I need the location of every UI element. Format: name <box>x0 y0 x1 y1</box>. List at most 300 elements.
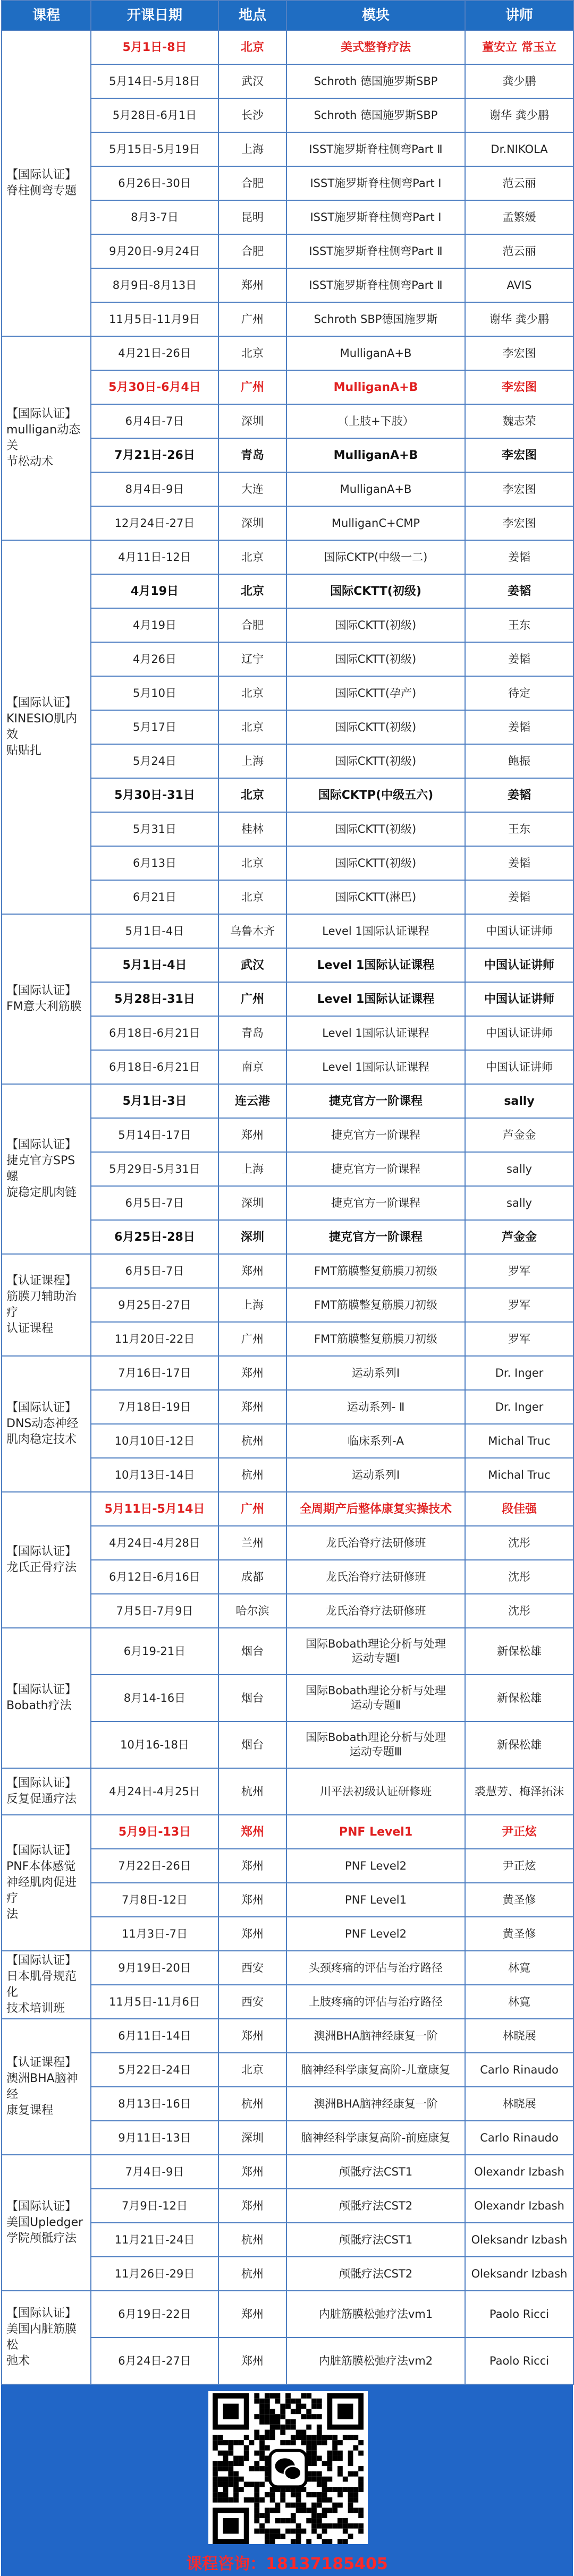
cell-location: 杭州 <box>218 1424 286 1458</box>
contact-phone: 课程咨询：18137185405 <box>186 2555 388 2573</box>
cell-module: 国际CKTP(中级一二) <box>286 540 465 574</box>
cell-module: MulliganA+B <box>286 472 465 506</box>
cell-module: 国际CKTT(初级) <box>286 744 465 778</box>
cell-location: 郑州 <box>218 2338 286 2384</box>
cell-date: 11月5日-11月6日 <box>91 1985 218 2019</box>
course-name: 【国际认证】 PNF本体感觉 神经肌肉促进疗 法 <box>2 1815 91 1951</box>
cell-module: 龙氏治脊疗法研修班 <box>286 1526 465 1560</box>
cell-module: 内脏筋膜松弛疗法vm1 <box>286 2291 465 2338</box>
cell-module: 捷克官方一阶课程 <box>286 1186 465 1220</box>
cell-teacher: 沈彤 <box>465 1560 573 1594</box>
cell-date: 9月19日-20日 <box>91 1951 218 1985</box>
cell-date: 5月30日-6月4日 <box>91 370 218 404</box>
cell-date: 5月29日-5月31日 <box>91 1152 218 1186</box>
cell-location: 深圳 <box>218 1186 286 1220</box>
cell-date: 10月13日-14日 <box>91 1458 218 1492</box>
cell-module: 颅骶疗法CST1 <box>286 2223 465 2257</box>
cell-module: 龙氏治脊疗法研修班 <box>286 1594 465 1628</box>
cell-date: 6月19日-22日 <box>91 2291 218 2338</box>
cell-teacher: 新保松雄 <box>465 1675 573 1721</box>
cell-teacher: 林寛 <box>465 1951 573 1985</box>
cell-module: Schroth SBP德国施罗斯 <box>286 302 465 336</box>
cell-date: 5月28日-6月1日 <box>91 98 218 132</box>
cell-module: 颅骶疗法CST2 <box>286 2257 465 2291</box>
cell-location: 广州 <box>218 302 286 336</box>
cell-date: 8月4日-9日 <box>91 472 218 506</box>
cell-location: 杭州 <box>218 1458 286 1492</box>
cell-location: 烟台 <box>218 1721 286 1768</box>
cell-teacher: 鲍振 <box>465 744 573 778</box>
cell-teacher: 谢华 龚少鹏 <box>465 98 573 132</box>
cell-date: 10月10日-12日 <box>91 1424 218 1458</box>
cell-module: FMT筋膜整复筋膜刀初级 <box>286 1288 465 1322</box>
table-row <box>2 1768 573 1815</box>
cell-date: 12月24日-27日 <box>91 506 218 540</box>
course-name: 【国际认证】 mulligan动态关 节松动术 <box>2 336 91 540</box>
table-row <box>2 1628 573 1675</box>
cell-teacher: 中国认证讲师 <box>465 948 573 982</box>
table-row <box>2 1084 573 1118</box>
cell-date: 8月9日-8月13日 <box>91 268 218 302</box>
cell-date: 6月19-21日 <box>91 1628 218 1675</box>
cell-teacher: 沈彤 <box>465 1526 573 1560</box>
cell-date: 5月10日 <box>91 676 218 710</box>
course-name: 【国际认证】 日本肌骨规范化 技术培训班 <box>2 1951 91 2019</box>
cell-teacher: 沈彤 <box>465 1594 573 1628</box>
cell-location: 杭州 <box>218 2223 286 2257</box>
cell-teacher: 魏志荣 <box>465 404 573 438</box>
cell-teacher: sally <box>465 1084 573 1118</box>
cell-module: （上肢+下肢） <box>286 404 465 438</box>
cell-location: 青岛 <box>218 438 286 472</box>
cell-teacher: 姜韬 <box>465 574 573 608</box>
cell-date: 6月24日-27日 <box>91 2338 218 2384</box>
cell-location: 郑州 <box>218 1917 286 1951</box>
cell-teacher: 范云丽 <box>465 234 573 268</box>
cell-module: 捷克官方一阶课程 <box>286 1220 465 1254</box>
cell-location: 烟台 <box>218 1628 286 1675</box>
course-name: 【国际认证】 DNS动态神经 肌肉稳定技术 <box>2 1356 91 1492</box>
cell-teacher: 龚少鹏 <box>465 64 573 98</box>
cell-teacher: 林晓展 <box>465 2019 573 2053</box>
cell-module: 脑神经科学康复高阶-儿童康复 <box>286 2053 465 2087</box>
cell-module: 国际CKTT(初级) <box>286 846 465 880</box>
cell-module: 澳洲BHA脑神经康复一阶 <box>286 2087 465 2121</box>
course-name: 【国际认证】 捷克官方SPS螺 旋稳定肌肉链 <box>2 1084 91 1254</box>
cell-location: 杭州 <box>218 2087 286 2121</box>
cell-location: 西安 <box>218 1985 286 2019</box>
cell-location: 郑州 <box>218 268 286 302</box>
cell-module: Level 1国际认证课程 <box>286 1050 465 1084</box>
cell-teacher: 姜韬 <box>465 540 573 574</box>
cell-module: ISST施罗斯脊柱侧弯Part Ⅱ <box>286 132 465 166</box>
cell-teacher: Michal Truc <box>465 1458 573 1492</box>
cell-module: PNF Level2 <box>286 1917 465 1951</box>
cell-date: 7月8日-12日 <box>91 1883 218 1917</box>
cell-location: 哈尔滨 <box>218 1594 286 1628</box>
cell-date: 5月17日 <box>91 710 218 744</box>
cell-date: 6月5日-7日 <box>91 1254 218 1288</box>
cell-location: 郑州 <box>218 1254 286 1288</box>
table-row <box>2 2291 573 2338</box>
header-course: 课程 <box>2 1 91 30</box>
cell-date: 4月19日 <box>91 574 218 608</box>
cell-module: 国际CKTT(淋巴) <box>286 880 465 914</box>
table-row <box>2 1356 573 1390</box>
cell-module: 全周期产后整体康复实操技术 <box>286 1492 465 1526</box>
cell-location: 郑州 <box>218 1883 286 1917</box>
footer-panel <box>1 2385 573 2576</box>
cell-date: 9月20日-9月24日 <box>91 234 218 268</box>
cell-teacher: 中国认证讲师 <box>465 1050 573 1084</box>
cell-module: 国际Bobath理论分析与处理 运动专题Ⅰ <box>286 1628 465 1675</box>
cell-location: 北京 <box>218 336 286 370</box>
cell-module: 澳洲BHA脑神经康复一阶 <box>286 2019 465 2053</box>
cell-date: 11月21日-24日 <box>91 2223 218 2257</box>
cell-location: 北京 <box>218 540 286 574</box>
cell-teacher: 林晓展 <box>465 2087 573 2121</box>
cell-date: 5月24日 <box>91 744 218 778</box>
cell-module: ISST施罗斯脊柱侧弯Part Ⅱ <box>286 234 465 268</box>
table-row <box>2 30 573 64</box>
cell-date: 10月16-18日 <box>91 1721 218 1768</box>
cell-location: 广州 <box>218 982 286 1016</box>
cell-teacher: 罗军 <box>465 1322 573 1356</box>
cell-date: 5月15日-5月19日 <box>91 132 218 166</box>
cell-date: 4月11日-12日 <box>91 540 218 574</box>
cell-module: 国际CKTP(中级五六) <box>286 778 465 812</box>
cell-teacher: Paolo Ricci <box>465 2338 573 2384</box>
cell-teacher: Paolo Ricci <box>465 2291 573 2338</box>
cell-module: 捷克官方一阶课程 <box>286 1118 465 1152</box>
cell-teacher: sally <box>465 1186 573 1220</box>
cell-date: 4月24日-4月25日 <box>91 1768 218 1815</box>
cell-location: 郑州 <box>218 1815 286 1849</box>
cell-module: 川平法初级认证研修班 <box>286 1768 465 1815</box>
cell-teacher: 中国认证讲师 <box>465 914 573 948</box>
cell-location: 长沙 <box>218 98 286 132</box>
cell-teacher: 芦金金 <box>465 1220 573 1254</box>
cell-location: 烟台 <box>218 1675 286 1721</box>
cell-module: FMT筋膜整复筋膜刀初级 <box>286 1322 465 1356</box>
cell-module: 运动系列- Ⅱ <box>286 1390 465 1424</box>
cell-location: 郑州 <box>218 2291 286 2338</box>
cell-date: 5月1日-4日 <box>91 914 218 948</box>
cell-module: Level 1国际认证课程 <box>286 1016 465 1050</box>
course-name: 【国际认证】 Bobath疗法 <box>2 1628 91 1768</box>
cell-module: 临床系列-A <box>286 1424 465 1458</box>
cell-module: PNF Level1 <box>286 1883 465 1917</box>
cell-date: 7月5日-7月9日 <box>91 1594 218 1628</box>
header-module: 模块 <box>286 1 465 30</box>
cell-teacher: Michal Truc <box>465 1424 573 1458</box>
course-name: 【国际认证】 反复促通疗法 <box>2 1768 91 1815</box>
cell-date: 6月21日 <box>91 880 218 914</box>
course-name: 【国际认证】 FM意大利筋膜 <box>2 914 91 1084</box>
cell-teacher: Oleksandr Izbash <box>465 2257 573 2291</box>
cell-module: 美式整脊疗法 <box>286 30 465 64</box>
cell-date: 5月1日-3日 <box>91 1084 218 1118</box>
cell-teacher: 姜韬 <box>465 846 573 880</box>
cell-date: 5月14日-5月18日 <box>91 64 218 98</box>
cell-teacher: Dr. Inger <box>465 1356 573 1390</box>
header-teacher: 讲师 <box>465 1 573 30</box>
table-row <box>2 1254 573 1288</box>
cell-location: 广州 <box>218 1492 286 1526</box>
cell-module: Level 1国际认证课程 <box>286 982 465 1016</box>
cell-teacher: Carlo Rinaudo <box>465 2053 573 2087</box>
cell-teacher: 新保松雄 <box>465 1721 573 1768</box>
cell-date: 6月26日-30日 <box>91 166 218 200</box>
cell-module: ISST施罗斯脊柱侧弯Part Ⅰ <box>286 200 465 234</box>
cell-module: 内脏筋膜松弛疗法vm2 <box>286 2338 465 2384</box>
cell-date: 6月4日-7日 <box>91 404 218 438</box>
cell-location: 郑州 <box>218 1356 286 1390</box>
cell-teacher: 李宏图 <box>465 438 573 472</box>
cell-module: 国际Bobath理论分析与处理 运动专题Ⅱ <box>286 1675 465 1721</box>
course-name: 【国际认证】 美国内脏筋膜松 弛术 <box>2 2291 91 2384</box>
cell-date: 6月18日-6月21日 <box>91 1016 218 1050</box>
cell-module: 国际CKTT(初级) <box>286 574 465 608</box>
cell-location: 广州 <box>218 1322 286 1356</box>
cell-module: 颅骶疗法CST1 <box>286 2155 465 2189</box>
cell-teacher: 中国认证讲师 <box>465 982 573 1016</box>
cell-date: 7月16日-17日 <box>91 1356 218 1390</box>
cell-location: 北京 <box>218 880 286 914</box>
table-row <box>2 2019 573 2053</box>
cell-module: 捷克官方一阶课程 <box>286 1084 465 1118</box>
cell-date: 9月25日-27日 <box>91 1288 218 1322</box>
table-row <box>2 1815 573 1849</box>
cell-teacher: 姜韬 <box>465 880 573 914</box>
wechat-qr-icon <box>208 2391 368 2544</box>
cell-location: 连云港 <box>218 1084 286 1118</box>
cell-teacher: 中国认证讲师 <box>465 1016 573 1050</box>
cell-location: 郑州 <box>218 2155 286 2189</box>
cell-date: 4月19日 <box>91 608 218 642</box>
cell-teacher: Oleksandr Izbash <box>465 2223 573 2257</box>
cell-module: MulliganA+B <box>286 438 465 472</box>
cell-date: 8月14-16日 <box>91 1675 218 1721</box>
cell-teacher: AVIS <box>465 268 573 302</box>
cell-date: 6月5日-7日 <box>91 1186 218 1220</box>
cell-module: PNF Level1 <box>286 1815 465 1849</box>
cell-module: 脑神经科学康复高阶-前庭康复 <box>286 2121 465 2155</box>
cell-date: 4月26日 <box>91 642 218 676</box>
cell-date: 7月22日-26日 <box>91 1849 218 1883</box>
cell-teacher: 姜韬 <box>465 710 573 744</box>
table-row <box>2 2155 573 2189</box>
cell-date: 6月13日 <box>91 846 218 880</box>
cell-location: 深圳 <box>218 404 286 438</box>
cell-teacher: 林寛 <box>465 1985 573 2019</box>
cell-teacher: 待定 <box>465 676 573 710</box>
cell-teacher: 姜韬 <box>465 778 573 812</box>
cell-module: ISST施罗斯脊柱侧弯Part Ⅰ <box>286 166 465 200</box>
table-row <box>2 336 573 370</box>
cell-date: 9月11日-13日 <box>91 2121 218 2155</box>
cell-location: 郑州 <box>218 2189 286 2223</box>
cell-date: 6月11日-14日 <box>91 2019 218 2053</box>
cell-date: 7月21日-26日 <box>91 438 218 472</box>
cell-module: 国际CKTT(孕产) <box>286 676 465 710</box>
cell-location: 兰州 <box>218 1526 286 1560</box>
cell-date: 7月18日-19日 <box>91 1390 218 1424</box>
header-location: 地点 <box>218 1 286 30</box>
table-row <box>2 1492 573 1526</box>
table-row <box>2 914 573 948</box>
cell-module: 龙氏治脊疗法研修班 <box>286 1560 465 1594</box>
cell-date: 7月9日-12日 <box>91 2189 218 2223</box>
cell-module: MulliganA+B <box>286 336 465 370</box>
table-row <box>2 1951 573 1985</box>
cell-module: 国际CKTT(初级) <box>286 710 465 744</box>
cell-date: 7月4日-9日 <box>91 2155 218 2189</box>
cell-teacher: 孟繁媛 <box>465 200 573 234</box>
cell-location: 郑州 <box>218 1118 286 1152</box>
cell-teacher: sally <box>465 1152 573 1186</box>
cell-teacher: 罗军 <box>465 1288 573 1322</box>
cell-date: 5月1日-8日 <box>91 30 218 64</box>
cell-location: 武汉 <box>218 64 286 98</box>
course-name: 【国际认证】 美国Upledger 学院颅骶疗法 <box>2 2155 91 2291</box>
cell-teacher: 新保松雄 <box>465 1628 573 1675</box>
cell-teacher: 李宏图 <box>465 370 573 404</box>
cell-location: 北京 <box>218 574 286 608</box>
cell-location: 西安 <box>218 1951 286 1985</box>
table-header <box>2 1 573 30</box>
cell-date: 6月12日-6月16日 <box>91 1560 218 1594</box>
course-name: 【国际认证】 龙氏正骨疗法 <box>2 1492 91 1628</box>
cell-location: 北京 <box>218 30 286 64</box>
cell-teacher: Olexandr Izbash <box>465 2189 573 2223</box>
cell-module: 国际CKTT(初级) <box>286 642 465 676</box>
cell-module: Schroth 德国施罗斯SBP <box>286 64 465 98</box>
cell-location: 昆明 <box>218 200 286 234</box>
cell-teacher: 李宏图 <box>465 336 573 370</box>
cell-location: 上海 <box>218 744 286 778</box>
cell-location: 北京 <box>218 846 286 880</box>
cell-location: 上海 <box>218 132 286 166</box>
cell-teacher: 董安立 常玉立 <box>465 30 573 64</box>
cell-module: ISST施罗斯脊柱侧弯Part Ⅱ <box>286 268 465 302</box>
cell-location: 合肥 <box>218 608 286 642</box>
cell-teacher: 尹正炫 <box>465 1815 573 1849</box>
cell-module: Level 1国际认证课程 <box>286 914 465 948</box>
cell-module: Schroth 德国施罗斯SBP <box>286 98 465 132</box>
cell-module: FMT筋膜整复筋膜刀初级 <box>286 1254 465 1288</box>
cell-location: 武汉 <box>218 948 286 982</box>
cell-teacher: 段佳强 <box>465 1492 573 1526</box>
course-name: 【认证课程】 澳洲BHA脑神经 康复课程 <box>2 2019 91 2155</box>
cell-date: 5月28日-31日 <box>91 982 218 1016</box>
cell-date: 5月14日-17日 <box>91 1118 218 1152</box>
cell-module: PNF Level2 <box>286 1849 465 1883</box>
cell-location: 深圳 <box>218 506 286 540</box>
cell-date: 11月5日-11月9日 <box>91 302 218 336</box>
cell-teacher: Dr. Inger <box>465 1390 573 1424</box>
cell-date: 5月30日-31日 <box>91 778 218 812</box>
cell-date: 11月26日-29日 <box>91 2257 218 2291</box>
cell-module: Level 1国际认证课程 <box>286 948 465 982</box>
cell-date: 8月13日-16日 <box>91 2087 218 2121</box>
cell-teacher: Carlo Rinaudo <box>465 2121 573 2155</box>
cell-teacher: 李宏图 <box>465 472 573 506</box>
cell-location: 成都 <box>218 1560 286 1594</box>
cell-teacher: 黄圣修 <box>465 1883 573 1917</box>
cell-teacher: 黄圣修 <box>465 1917 573 1951</box>
cell-date: 5月11日-5月14日 <box>91 1492 218 1526</box>
cell-location: 北京 <box>218 710 286 744</box>
cell-module: 上肢疼痛的评估与治疗路径 <box>286 1985 465 2019</box>
cell-date: 4月24日-4月28日 <box>91 1526 218 1560</box>
cell-location: 深圳 <box>218 1220 286 1254</box>
cell-location: 杭州 <box>218 2257 286 2291</box>
course-name: 【国际认证】 KINESIO肌内效 贴贴扎 <box>2 540 91 914</box>
cell-location: 青岛 <box>218 1016 286 1050</box>
cell-module: 国际CKTT(初级) <box>286 812 465 846</box>
cell-date: 5月1日-4日 <box>91 948 218 982</box>
cell-location: 辽宁 <box>218 642 286 676</box>
cell-location: 郑州 <box>218 2019 286 2053</box>
cell-teacher: 李宏图 <box>465 506 573 540</box>
cell-location: 合肥 <box>218 166 286 200</box>
cell-location: 广州 <box>218 370 286 404</box>
cell-location: 桂林 <box>218 812 286 846</box>
course-name: 【认证课程】 筋膜刀辅助治疗 认证课程 <box>2 1254 91 1356</box>
cell-date: 4月21日-26日 <box>91 336 218 370</box>
cell-date: 5月31日 <box>91 812 218 846</box>
cell-location: 北京 <box>218 676 286 710</box>
cell-teacher: 尹正炫 <box>465 1849 573 1883</box>
cell-teacher: 范云丽 <box>465 166 573 200</box>
cell-teacher: 王东 <box>465 812 573 846</box>
cell-date: 5月9日-13日 <box>91 1815 218 1849</box>
cell-teacher: 王东 <box>465 608 573 642</box>
schedule-table <box>1 0 574 2385</box>
cell-teacher: 姜韬 <box>465 642 573 676</box>
cell-module: 捷克官方一阶课程 <box>286 1152 465 1186</box>
cell-date: 6月18日-6月21日 <box>91 1050 218 1084</box>
cell-location: 深圳 <box>218 2121 286 2155</box>
cell-location: 杭州 <box>218 1768 286 1815</box>
cell-date: 5月22日-24日 <box>91 2053 218 2087</box>
cell-location: 上海 <box>218 1152 286 1186</box>
cell-location: 乌鲁木齐 <box>218 914 286 948</box>
cell-date: 11月3日-7日 <box>91 1917 218 1951</box>
header-date: 开课日期 <box>91 1 218 30</box>
cell-teacher: 芦金金 <box>465 1118 573 1152</box>
cell-location: 南京 <box>218 1050 286 1084</box>
cell-teacher: 谢华 龚少鹏 <box>465 302 573 336</box>
cell-location: 北京 <box>218 2053 286 2087</box>
cell-teacher: 罗军 <box>465 1254 573 1288</box>
cell-module: 国际CKTT(初级) <box>286 608 465 642</box>
cell-location: 大连 <box>218 472 286 506</box>
cell-location: 郑州 <box>218 1849 286 1883</box>
table-body <box>2 30 573 2384</box>
cell-date: 8月3-7日 <box>91 200 218 234</box>
cell-date: 11月20日-22日 <box>91 1322 218 1356</box>
cell-module: 国际Bobath理论分析与处理 运动专题Ⅲ <box>286 1721 465 1768</box>
cell-module: MulliganA+B <box>286 370 465 404</box>
cell-location: 合肥 <box>218 234 286 268</box>
table-row <box>2 540 573 574</box>
cell-teacher: Olexandr Izbash <box>465 2155 573 2189</box>
course-name: 【国际认证】 脊柱侧弯专题 <box>2 30 91 336</box>
cell-location: 郑州 <box>218 1390 286 1424</box>
cell-teacher: Dr.NIKOLA <box>465 132 573 166</box>
